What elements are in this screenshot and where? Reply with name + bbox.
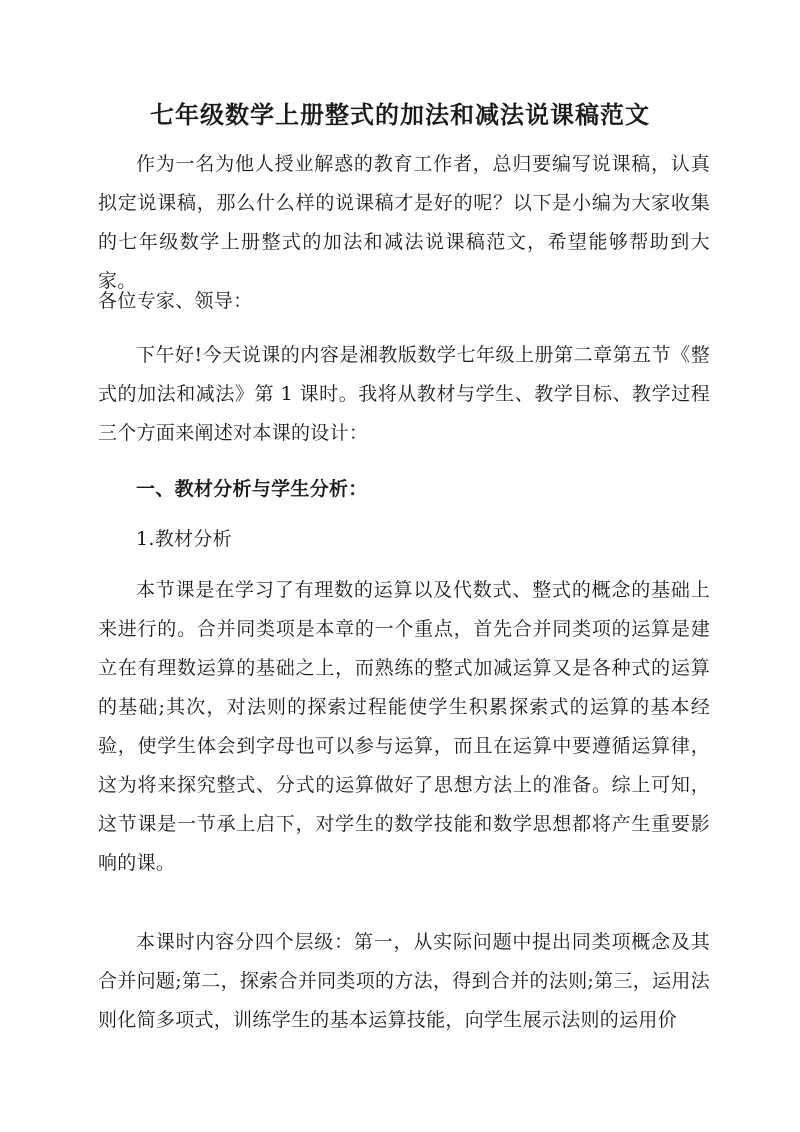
- document-title: 七年级数学上册整式的加法和减法说课稿范文: [150, 100, 650, 129]
- intro-paragraph: 作为一名为他人授业解惑的教育工作者，总归要编写说课稿，认真拟定说课稿，那么什么样的说课稿才是好的呢？以下是小编为大家收集的七年级数学上册整式的加法和减法说课稿范文，希望能够帮助到大家。: [98, 153, 710, 292]
- subsection-heading-textbook: 1.教材分析: [136, 528, 232, 550]
- salutation: 各位专家、领导：: [98, 290, 253, 312]
- greeting-paragraph: 下午好!今天说课的内容是湘教版数学七年级上册第二章第五节《整式的加法和减法》第 1 课时。我将从教材与学生、教学目标、教学过程三个方面来阐述对本课的设计：: [98, 344, 710, 444]
- levels-paragraph: 本课时内容分四个层级：第一，从实际问题中提出同类项概念及其合并问题;第二，探索合并同类项的方法，得到合并的法则;第三，运用法则化简多项式，训练学生的基本运算技能，向学生展示法则的运用价: [98, 931, 710, 1031]
- section-heading-analysis: 一、教材分析与学生分析：: [136, 478, 368, 500]
- analysis-paragraph: 本节课是在学习了有理数的运算以及代数式、整式的概念的基础上来进行的。合并同类项是本章的一个重点，首先合并同类项的运算是建立在有理数运算的基础之上，而熟练的整式加减运算又是各种式的运算的基础;其次，对法则的探索过程能使学生积累探索式的运算的基本经验，使学生体会到字母也可以参与运算，而且在运算中要遵循运算律，这为将来探究整式、分式的运算做好了思想方法上的准备。综上可知，这节课是一节承上启下，对学生的数学技能和数学思想都将产生重要影响的课。: [98, 579, 710, 874]
